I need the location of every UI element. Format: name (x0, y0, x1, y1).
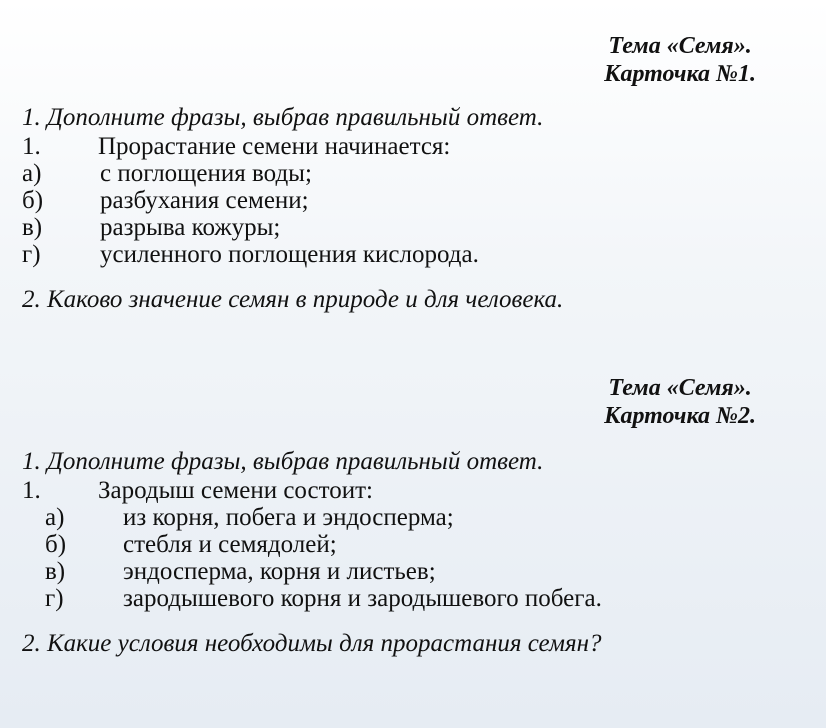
answer-option-a (45, 504, 454, 531)
question-number: 1. (22, 477, 41, 504)
question-text: Прорастание семени начинается: (98, 133, 451, 160)
option-marker: а) (22, 160, 42, 187)
task-2-text: 2. Какие условия необходимы для прорастания семян? (22, 630, 602, 657)
question-text: Зародыш семени состоит: (98, 477, 373, 504)
option-marker: г) (45, 585, 64, 612)
option-marker: б) (45, 531, 67, 558)
option-text: усиленного поглощения кислорода. (100, 241, 479, 268)
option-marker: г) (22, 241, 41, 268)
answer-option-b (45, 531, 337, 558)
card-label: Карточка №1. (604, 61, 756, 87)
answer-option-g (22, 241, 479, 268)
option-marker: а) (45, 504, 65, 531)
task-1-title: 1. Дополните фразы, выбрав правильный ответ. (22, 104, 544, 131)
card-header (604, 374, 756, 430)
question-line (22, 477, 373, 504)
option-text: разрыва кожуры; (100, 214, 281, 241)
option-text: стебля и семядолей; (123, 531, 337, 558)
question-line (22, 133, 450, 160)
task-1-title: 1. Дополните фразы, выбрав правильный ответ. (22, 448, 544, 475)
option-text: разбухания семени; (100, 187, 309, 214)
card-header (604, 32, 756, 88)
option-marker: в) (45, 558, 66, 585)
card-label: Карточка №2. (604, 403, 756, 429)
answer-option-v (45, 558, 436, 585)
answer-option-a (22, 160, 312, 187)
topic-title: Тема «Семя». (608, 375, 752, 401)
option-marker: в) (22, 214, 43, 241)
question-number: 1. (22, 133, 41, 160)
task-2-text: 2. Каково значение семян в природе и для человека. (22, 286, 564, 313)
answer-option-g (45, 585, 602, 612)
option-marker: б) (22, 187, 44, 214)
option-text: зародышевого корня и зародышевого побега. (123, 585, 602, 612)
option-text: с поглощения воды; (100, 160, 312, 187)
option-text: из корня, побега и эндосперма; (123, 504, 454, 531)
topic-title: Тема «Семя». (608, 33, 752, 59)
answer-option-v (22, 214, 280, 241)
option-text: эндосперма, корня и листьев; (123, 558, 436, 585)
answer-option-b (22, 187, 309, 214)
